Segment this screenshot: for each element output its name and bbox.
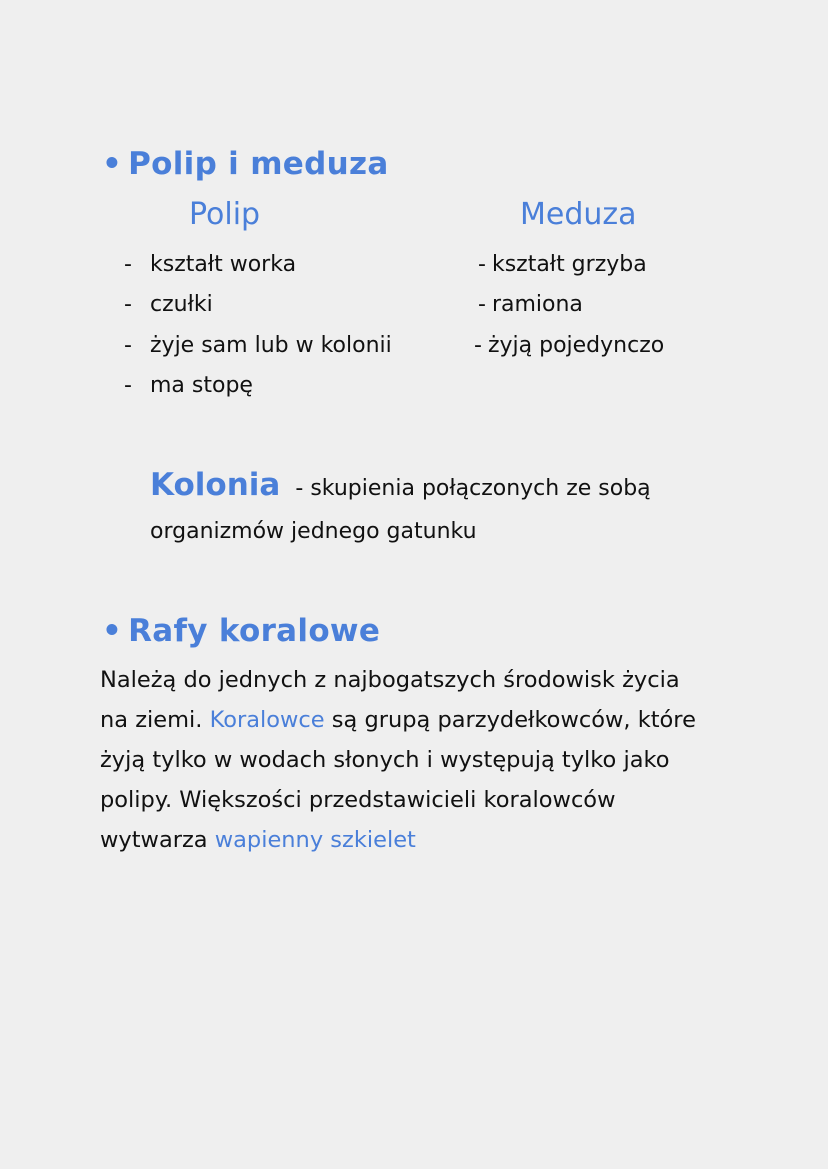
paragraph-line: Należą do jednych z najbogatszych środowisk życia [100,667,680,693]
kolonia-term: Kolonia [150,467,281,503]
rafy-paragraph [100,660,740,860]
paragraph-line: na ziemi. Koralowce są grupą parzydełkowców, które [100,707,696,733]
kolonia-definition [150,467,651,503]
kolonia-definition-line2: organizmów jednego gatunku [150,519,477,544]
highlight-wapienny-szkielet: wapienny szkielet [214,827,416,853]
polip-list-item: - żyje sam lub w kolonii [124,333,392,358]
highlight-koralowce: Koralowce [209,707,325,733]
meduza-list-item: - kształt grzyba [478,252,647,277]
bullet-point: • [102,613,123,649]
section-heading-text: Rafy koralowe [128,613,381,649]
polip-list-item: - ma stopę [124,373,253,398]
paragraph-line: polipy. Większości przedstawicieli koralowców [100,787,616,813]
section-heading-text: Polip i meduza [128,146,389,182]
polip-column-heading: Polip [189,197,261,232]
meduza-column-heading: Meduza [520,197,637,232]
meduza-list-item: - żyją pojedynczo [474,333,665,358]
polip-list-item: - czułki [124,292,213,317]
paragraph-line: wytwarza wapienny szkielet [100,827,416,853]
kolonia-definition-line1: - skupienia połączonych ze sobą [295,476,651,501]
paragraph-line: żyją tylko w wodach słonych i występują tylko jako [100,747,670,773]
meduza-list-item: - ramiona [478,292,583,317]
section-heading-rafy-koralowe [102,613,380,649]
bullet-point: • [102,146,123,182]
section-heading-polip-i-meduza [102,146,389,182]
polip-list-item: - kształt worka [124,252,297,277]
